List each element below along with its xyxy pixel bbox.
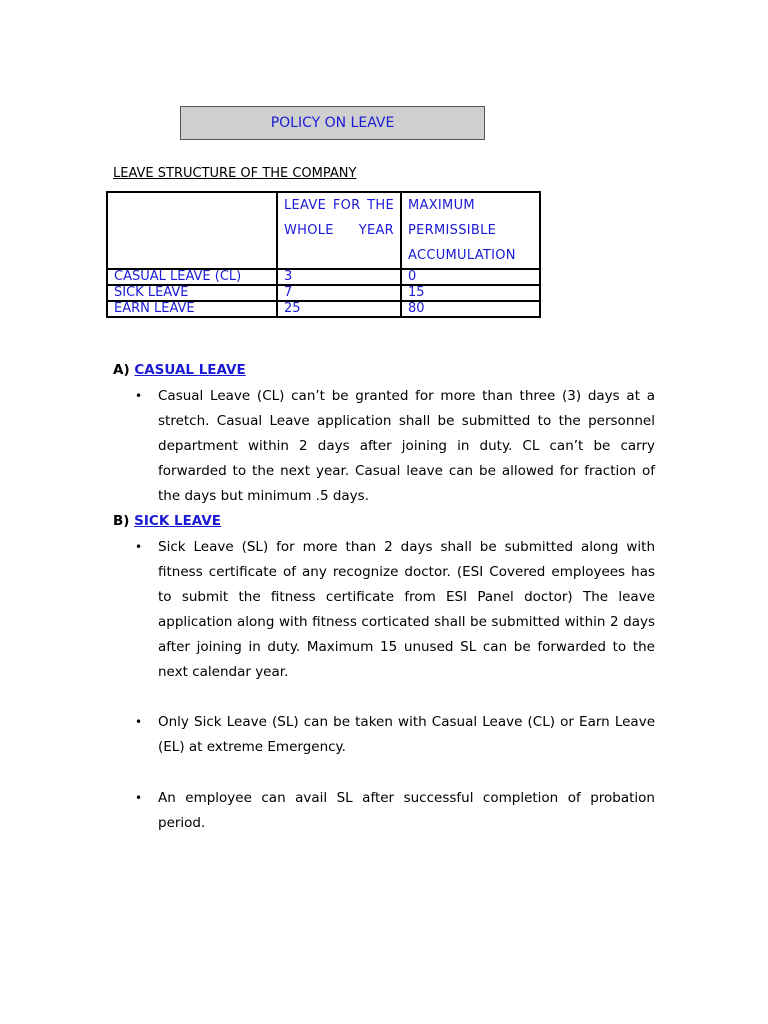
list-item xyxy=(135,535,655,685)
bullet-text: Only Sick Leave (SL) can be taken with Casual Leave (CL) or Earn Leave (EL) at extreme Emergency. xyxy=(158,714,655,755)
per-year-cell: 7 xyxy=(277,285,401,301)
table-row xyxy=(107,269,540,285)
structure-heading: LEAVE STRUCTURE OF THE COMPANY xyxy=(113,166,357,181)
policy-title: POLICY ON LEAVE xyxy=(270,115,395,131)
max-cell: 0 xyxy=(401,269,540,285)
leave-type-cell: SICK LEAVE xyxy=(107,285,277,301)
policy-title-box xyxy=(180,106,485,140)
bullet-text: An employee can avail SL after successful completion of probation period. xyxy=(158,790,655,831)
leave-structure-table xyxy=(106,191,541,318)
bullet-text: Casual Leave (CL) can’t be granted for more than three (3) days at a stretch. Casual Leave application shall be submitted to the personnel department within 2 days after joining in duty. CL can’t be carry forwarded to the next year. Casual leave can be allowed for fraction of the days but minimum .5 days. xyxy=(158,388,655,504)
section-a-heading xyxy=(113,362,246,378)
bullet-icon: • xyxy=(135,540,143,554)
header-cell-empty xyxy=(107,192,277,269)
table-row xyxy=(107,285,540,301)
bullet-text: Sick Leave (SL) for more than 2 days shall be submitted along with fitness certificate of any recognize doctor. (ESI Covered employees has to submit the fitness certificate from ESI Panel doctor) The leave application along with fitness corticated shall be submitted within 2 days after joining in duty. Maximum 15 unused SL can be forwarded to the next calendar year. xyxy=(158,539,655,680)
table-header-row xyxy=(107,192,540,269)
bullet-icon: • xyxy=(135,791,143,805)
leave-type-cell: EARN LEAVE xyxy=(107,301,277,317)
leave-type-cell: CASUAL LEAVE (CL) xyxy=(107,269,277,285)
table-row xyxy=(107,301,540,317)
bullet-icon: • xyxy=(135,389,143,403)
per-year-cell: 25 xyxy=(277,301,401,317)
per-year-cell: 3 xyxy=(277,269,401,285)
section-b-heading xyxy=(113,513,221,529)
list-item xyxy=(135,384,655,509)
max-cell: 80 xyxy=(401,301,540,317)
header-cell-max-accumulation: MAXIMUM PERMISSIBLE ACCUMULATION xyxy=(401,192,540,269)
list-item xyxy=(135,786,655,836)
header-cell-leave-per-year: LEAVE FOR THE WHOLE YEAR xyxy=(277,192,401,269)
sick-leave-link[interactable]: SICK LEAVE xyxy=(134,513,222,529)
section-b-label: B) xyxy=(113,513,130,529)
max-cell: 15 xyxy=(401,285,540,301)
bullet-icon: • xyxy=(135,715,143,729)
list-item xyxy=(135,710,655,760)
casual-leave-link[interactable]: CASUAL LEAVE xyxy=(134,362,246,378)
section-a-label: A) xyxy=(113,362,130,378)
